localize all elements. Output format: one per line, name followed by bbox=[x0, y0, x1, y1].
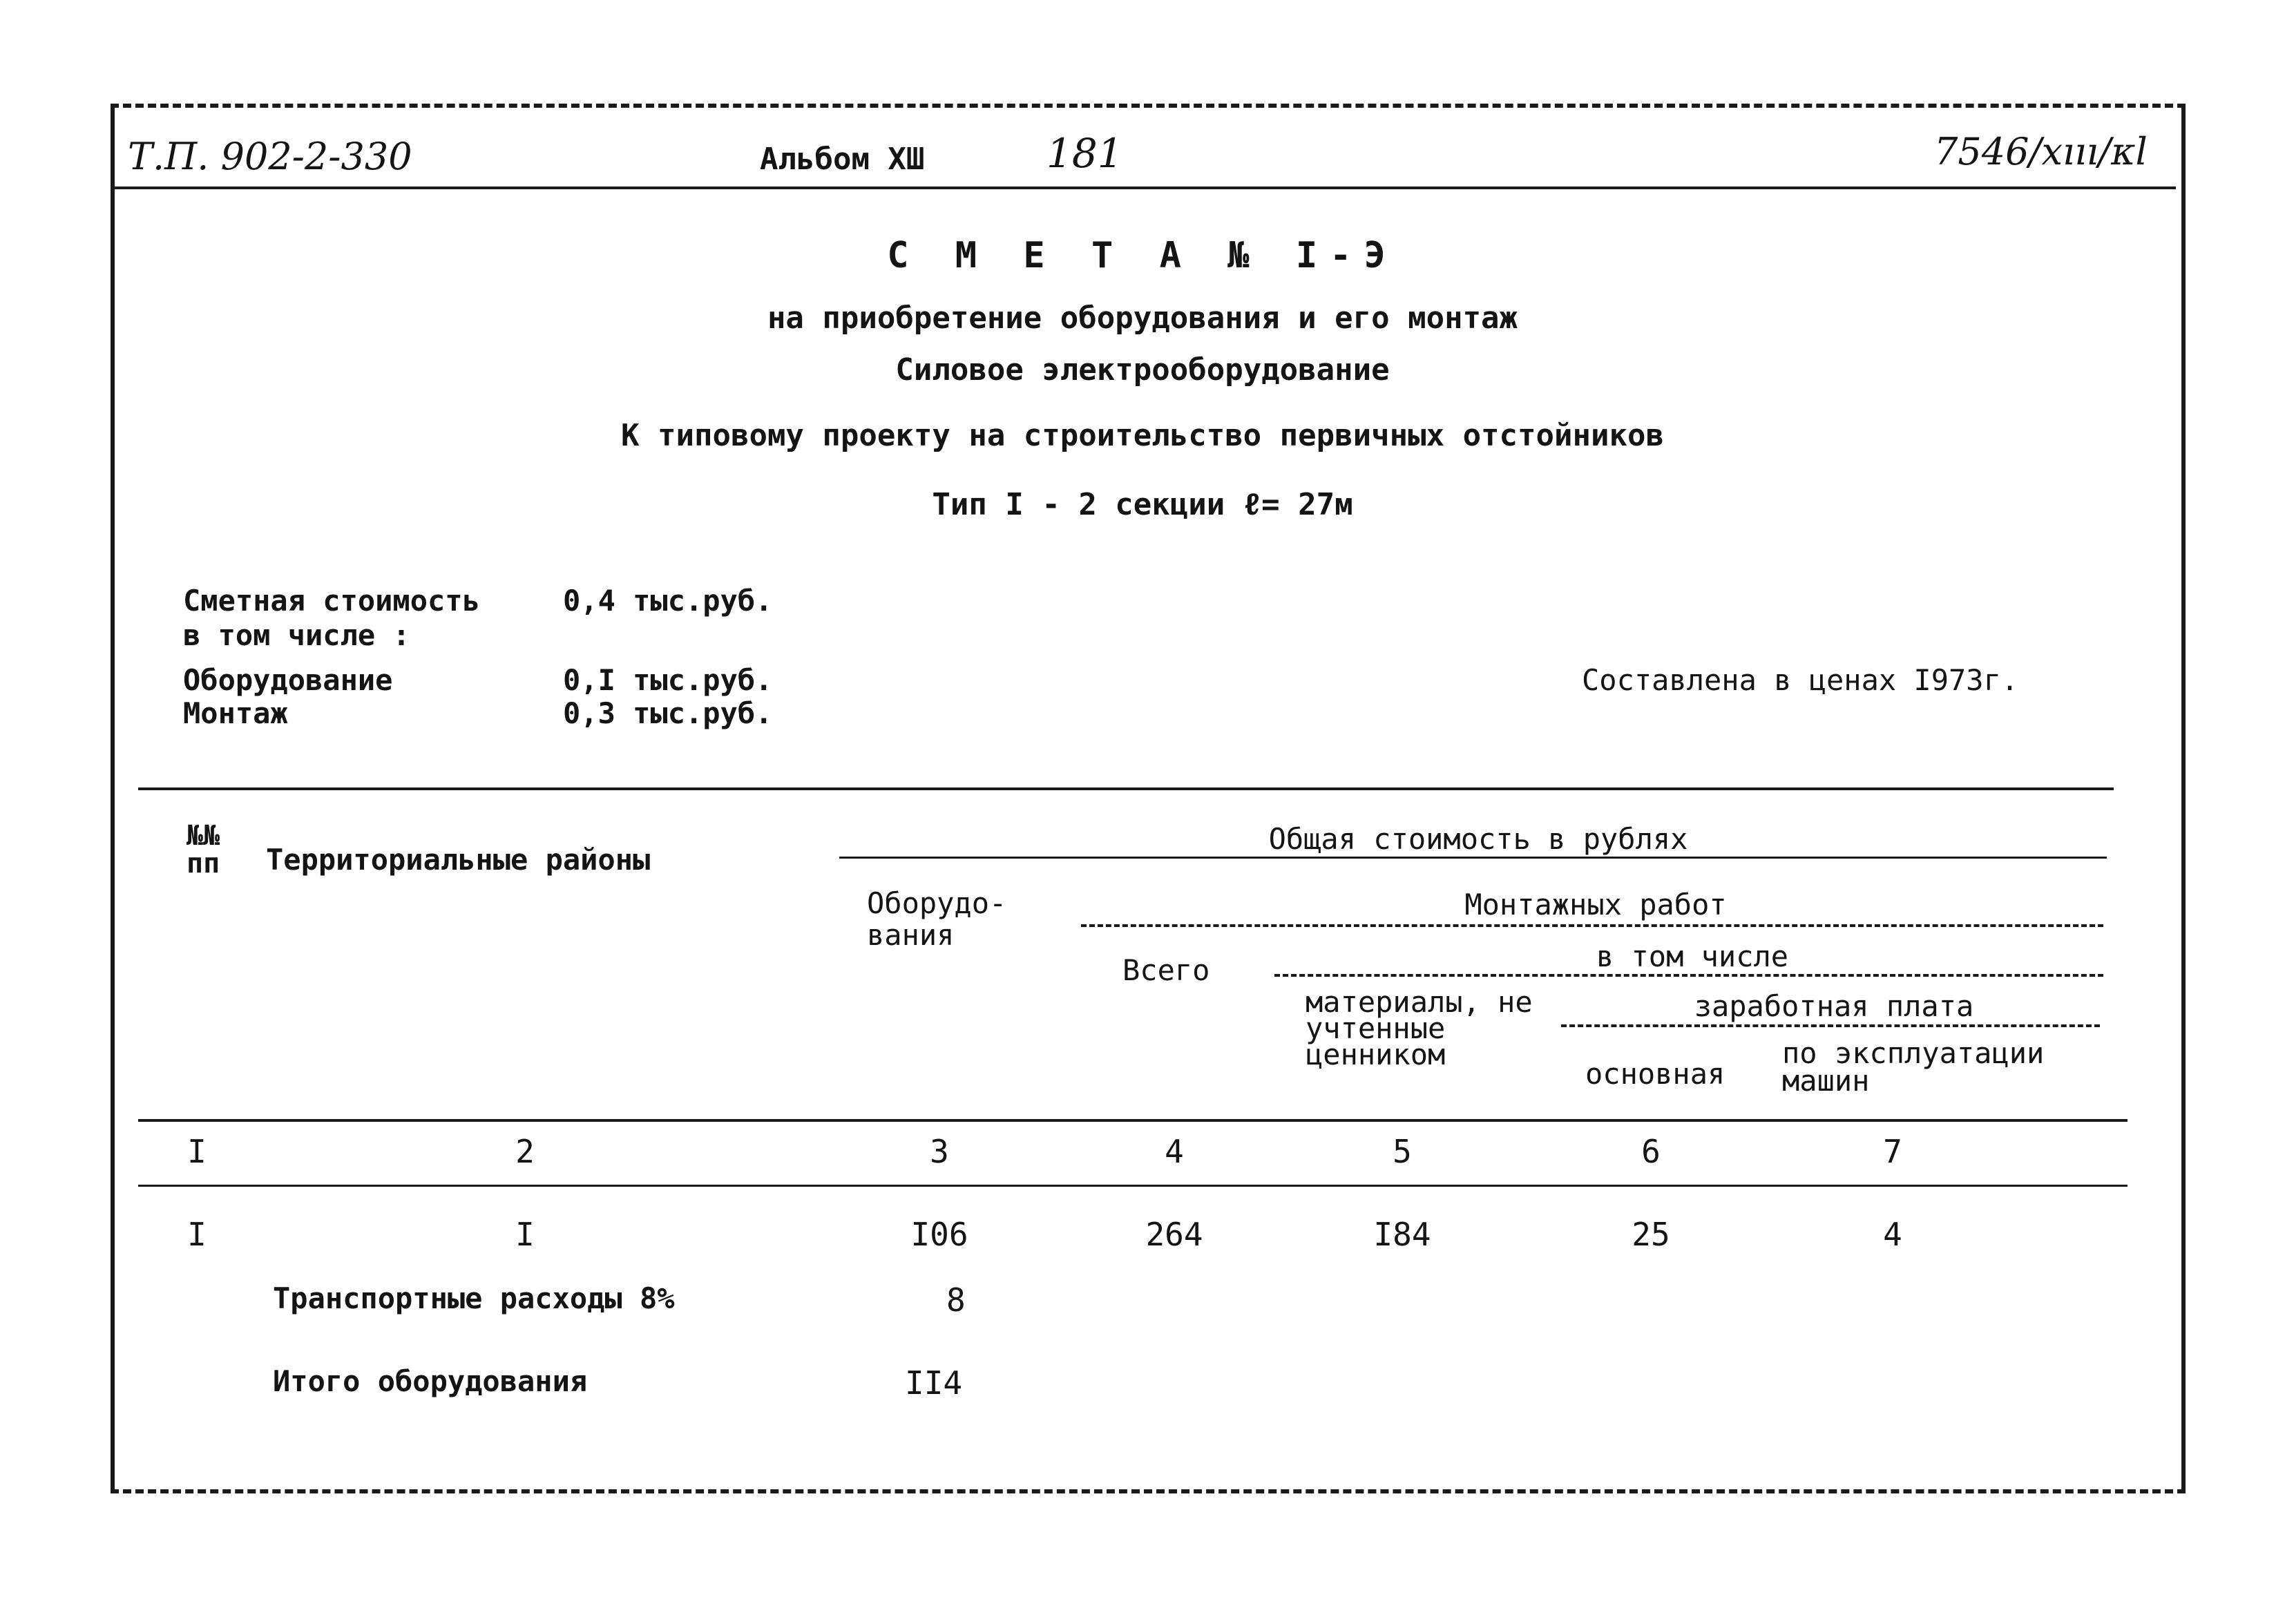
row-cell-all: 264 bbox=[1145, 1216, 1203, 1253]
row-cell-equipment: I06 bbox=[910, 1216, 968, 1253]
header-regions: Территориальные районы bbox=[266, 843, 651, 877]
title-line-2: Силовое электрооборудование bbox=[895, 352, 1390, 388]
row-cell-num: I bbox=[187, 1216, 207, 1253]
inventory-number: 7546/xııı/κl bbox=[1934, 130, 2148, 173]
installation-cost-value: 0,3 тыс.руб. bbox=[563, 696, 773, 730]
album-label: Альбом XШ bbox=[760, 142, 925, 177]
total-equipment-value: II4 bbox=[905, 1364, 963, 1402]
rule-including bbox=[1274, 974, 2103, 977]
row-cell-materials: I84 bbox=[1373, 1216, 1431, 1253]
col-number-7: 7 bbox=[1883, 1133, 1902, 1170]
title-line-3: К типовому проекту на строительство первичных отстойников bbox=[621, 418, 1664, 453]
col-number-6: 6 bbox=[1641, 1133, 1661, 1170]
col-number-1: I bbox=[187, 1133, 207, 1170]
header-salary: заработная плата bbox=[1694, 989, 1974, 1023]
rule-total-cost bbox=[839, 857, 2107, 859]
title-line-4: Тип I - 2 секции ℓ= 27м bbox=[932, 487, 1353, 522]
col-number-2: 2 bbox=[515, 1133, 535, 1170]
prices-note: Составлена в ценах I973г. bbox=[1582, 663, 2019, 697]
project-code: Т.П. 902-2-330 bbox=[128, 135, 412, 178]
header-equipment: Оборудо-вания bbox=[867, 886, 1007, 952]
title-line-1: на приобретение оборудования и его монтаж bbox=[767, 300, 1518, 336]
transport-value: 8 bbox=[946, 1281, 966, 1319]
col-number-5: 5 bbox=[1393, 1133, 1412, 1170]
document-title: С М Е Т А № I-Э bbox=[887, 235, 1398, 276]
equipment-cost-label: Оборудование bbox=[183, 663, 393, 697]
rule-salary bbox=[1561, 1024, 2100, 1027]
page-number: 181 bbox=[1046, 130, 1123, 177]
header-bottom-rule bbox=[138, 1119, 2128, 1122]
header-installation: Монтажных работ bbox=[1464, 888, 1727, 921]
header-materials: материалы, не учтенные ценником bbox=[1306, 985, 1533, 1071]
header-including: в том числе bbox=[1596, 939, 1789, 973]
table-top-rule bbox=[138, 787, 2114, 790]
header-machines: по эксплуатации машин bbox=[1782, 1036, 2045, 1098]
rule-installation bbox=[1081, 924, 2103, 927]
total-cost-label: Сметная стоимость bbox=[183, 584, 480, 618]
header-divider bbox=[115, 187, 2176, 189]
total-equipment-label: Итого оборудования bbox=[273, 1364, 588, 1398]
header-all: Всего bbox=[1122, 953, 1210, 987]
total-cost-value: 0,4 тыс.руб. bbox=[563, 584, 773, 618]
installation-cost-label: Монтаж bbox=[183, 696, 288, 730]
header-basic: основная bbox=[1585, 1057, 1725, 1091]
header-num: №№ пп bbox=[187, 820, 220, 879]
equipment-cost-value: 0,I тыс.руб. bbox=[563, 663, 773, 697]
row-cell-region: I bbox=[515, 1216, 535, 1253]
row-cell-machines: 4 bbox=[1883, 1216, 1902, 1253]
col-numbers-rule bbox=[138, 1185, 2128, 1187]
col-number-4: 4 bbox=[1165, 1133, 1184, 1170]
col-number-3: 3 bbox=[930, 1133, 949, 1170]
header-total-cost: Общая стоимость в рублях bbox=[1268, 822, 1688, 856]
transport-label: Транспортные расходы 8% bbox=[273, 1281, 675, 1315]
row-cell-basic: 25 bbox=[1632, 1216, 1670, 1253]
including-label: в том числе : bbox=[183, 618, 410, 652]
